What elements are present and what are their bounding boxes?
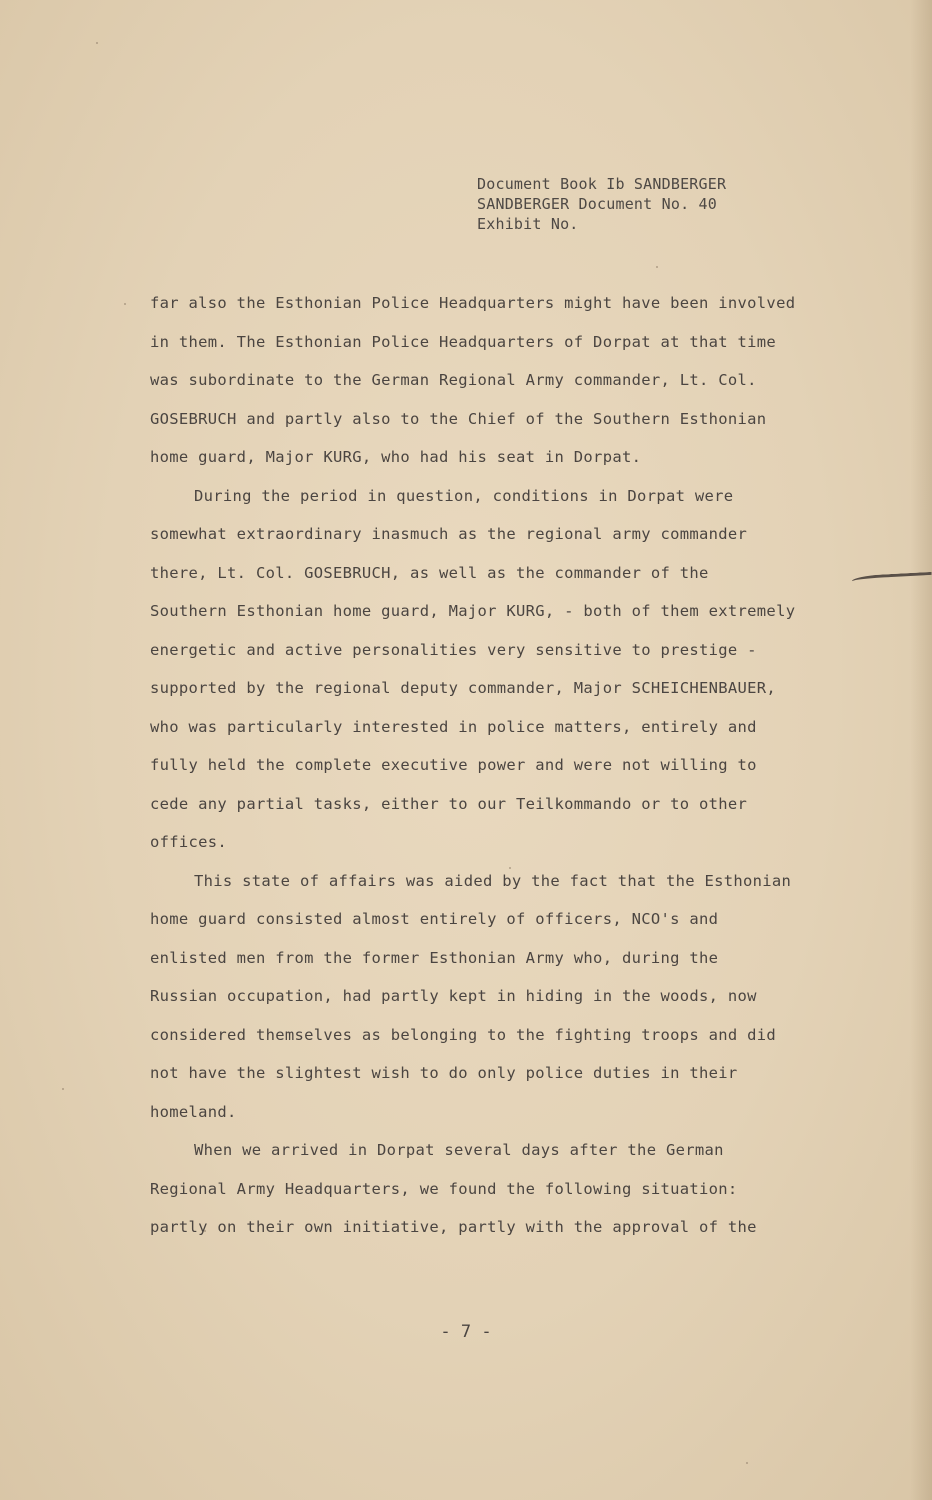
text-line: home guard, Major KURG, who had his seat in Dorpat. bbox=[150, 448, 642, 466]
text-line: considered themselves as belonging to the fighting troops and did bbox=[150, 1025, 777, 1044]
text-line: homeland. bbox=[150, 1102, 237, 1121]
paragraph-1 bbox=[150, 284, 810, 477]
paragraph-3 bbox=[150, 862, 810, 1132]
text-line: was subordinate to the German Regional Army commander, Lt. Col. bbox=[150, 371, 757, 389]
text-line: Regional Army Headquarters, we found the following situation: bbox=[150, 1179, 738, 1198]
text-line: not have the slightest wish to do only police duties in their bbox=[150, 1064, 738, 1082]
text-line: GOSEBRUCH and partly also to the Chief of the Southern Esthonian bbox=[150, 409, 767, 428]
document-body bbox=[150, 284, 810, 1247]
text-line: who was particularly interested in police matters, entirely and bbox=[150, 717, 757, 736]
text-line: Russian occupation, had partly kept in hiding in the woods, now bbox=[150, 987, 757, 1005]
text-line: cede any partial tasks, either to our Teilkommando or to other bbox=[150, 794, 748, 813]
page-number: - 7 - bbox=[440, 1322, 492, 1342]
paragraph-4 bbox=[150, 1131, 810, 1247]
paragraph-2 bbox=[150, 477, 810, 862]
text-line: During the period in question, conditions in Dorpat were bbox=[194, 486, 734, 505]
text-line: partly on their own initiative, partly with the approval of the bbox=[150, 1218, 757, 1236]
text-line: This state of affairs was aided by the fact that the Esthonian bbox=[194, 871, 792, 890]
text-line: Southern Esthonian home guard, Major KURG, - both of them extremely bbox=[150, 602, 796, 620]
text-line: somewhat extraordinary inasmuch as the regional army commander bbox=[150, 525, 748, 543]
text-line: energetic and active personalities very sensitive to prestige - bbox=[150, 640, 757, 659]
document-book-line: Document Book Ib SANDBERGER bbox=[477, 175, 727, 193]
text-line: offices. bbox=[150, 833, 228, 851]
text-line: enlisted men from the former Esthonian Army who, during the bbox=[150, 948, 719, 967]
text-line: in them. The Esthonian Police Headquarters of Dorpat at that time bbox=[150, 332, 777, 351]
text-line: fully held the complete executive power and were not willing to bbox=[150, 756, 757, 774]
text-line: there, Lt. Col. GOSEBRUCH, as well as the commander of the bbox=[150, 563, 709, 582]
text-line: far also the Esthonian Police Headquarters might have been involved bbox=[150, 294, 796, 312]
text-line: supported by the regional deputy commander, Major SCHEICHENBAUER, bbox=[150, 679, 777, 697]
text-line: When we arrived in Dorpat several days after the German bbox=[194, 1141, 724, 1159]
paper-edge-shadow bbox=[910, 0, 932, 1500]
text-line: home guard consisted almost entirely of officers, NCO's and bbox=[150, 910, 719, 928]
document-header bbox=[477, 174, 726, 234]
document-number-line: SANDBERGER Document No. 40 bbox=[477, 195, 717, 213]
exhibit-line: Exhibit No. bbox=[477, 215, 579, 233]
